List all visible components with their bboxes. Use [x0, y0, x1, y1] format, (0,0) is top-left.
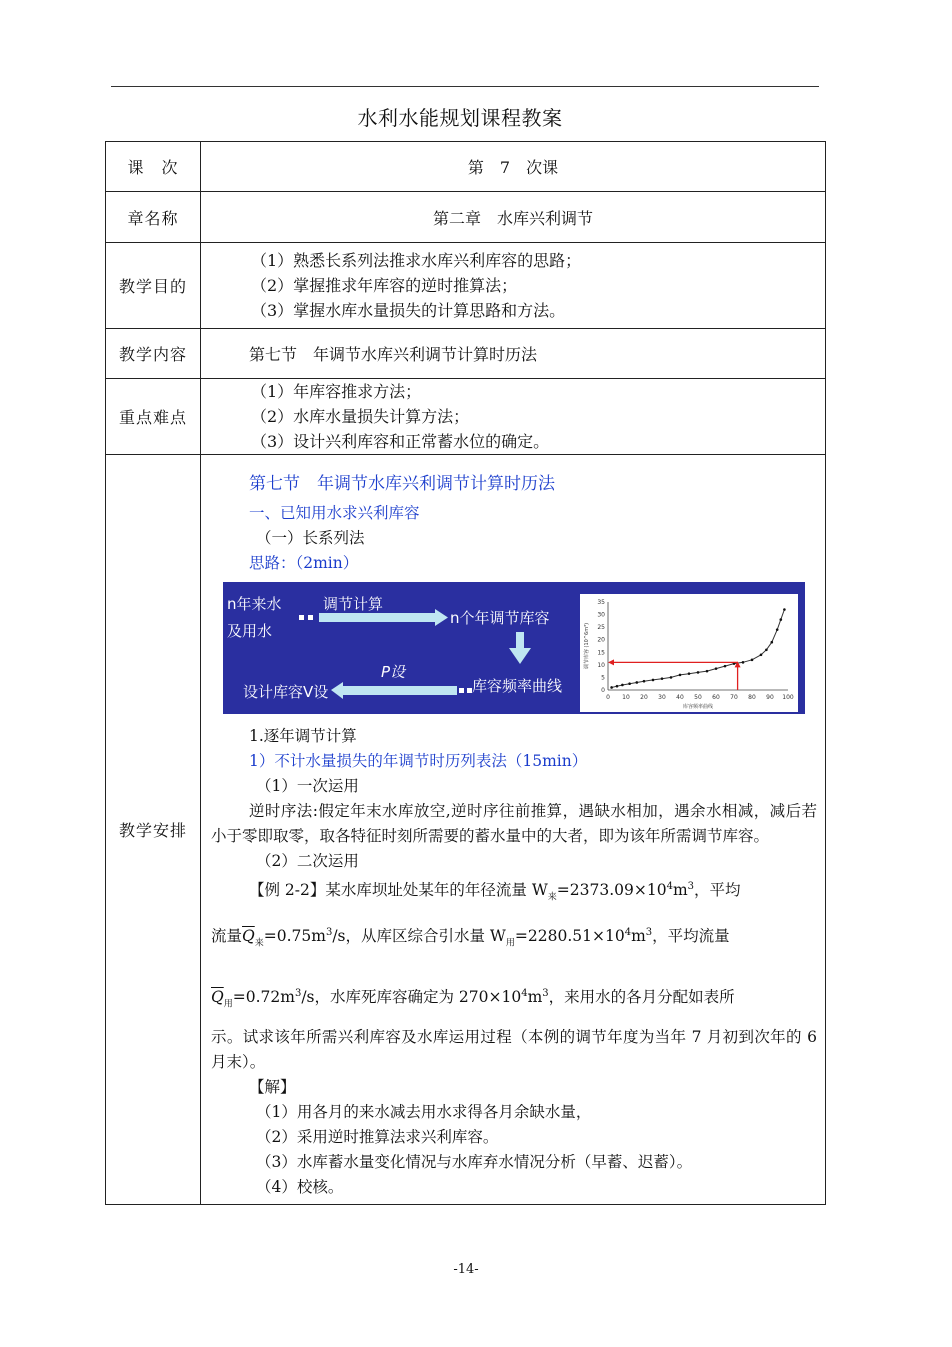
data-point [776, 628, 779, 631]
idea-label: 思路：（2min） [249, 554, 359, 573]
x-tick-label: 30 [658, 694, 666, 702]
label-key-points: 重点难点 [106, 379, 201, 455]
data-point [742, 661, 745, 664]
arrow-down-icon [509, 632, 531, 664]
solution-step: （2）采用逆时推算法求兴利库容。 [256, 1127, 499, 1146]
step-1: 1.逐年调节计算 [249, 727, 357, 746]
data-point [765, 649, 768, 652]
use-label: 及用水 [227, 622, 273, 641]
data-point [652, 679, 655, 682]
label-goals: 教学目的 [106, 243, 201, 329]
key-point-item: （3）设计兴利库容和正常蓄水位的确定。 [251, 432, 550, 451]
arrow-left-icon [608, 659, 614, 665]
y-axis-label: 调节库容 (10^6m³) [584, 623, 590, 670]
x-tick-label: 60 [712, 694, 720, 702]
data-point [706, 670, 709, 673]
key-point-item: （1）年库容推求方法； [251, 382, 422, 401]
data-point [621, 684, 624, 687]
heading-2: （一）长系列法 [256, 529, 365, 548]
data-point [697, 671, 700, 674]
p-design-label: P设 [381, 663, 406, 682]
data-point [670, 676, 673, 679]
y-tick-label: 0 [601, 687, 605, 695]
x-tick-label: 10 [622, 694, 630, 702]
example-line-2: 流量$\overline{Q}_来=0.75m^3/s$，从库区综合引水量 $W_用=2280.51\times 10^4m^3$，平均流量 [211, 927, 730, 949]
x-tick-label: 0 [606, 694, 610, 702]
dot-icon [459, 688, 464, 693]
frequency-chart-svg [580, 594, 798, 712]
x-tick-label: 80 [748, 694, 756, 702]
y-tick-label: 25 [597, 624, 605, 632]
data-point [628, 683, 631, 686]
teaching-content: 第七节 年调节水库兴利调节计算时历法 [201, 329, 826, 379]
data-point [688, 672, 691, 675]
goals-list [201, 243, 826, 329]
goal-item: （1）熟悉长系列法推求水库兴利库容的思路； [251, 251, 582, 270]
key-points-list [201, 379, 826, 455]
y-tick-label: 30 [597, 611, 605, 619]
chapter-name: 第二章 水库兴利调节 [201, 192, 826, 243]
data-point [679, 674, 682, 677]
page-number: -14- [453, 1262, 479, 1277]
freq-curve-label: 库容频率曲线 [472, 677, 563, 696]
example-line-4: 示。试求该年所需兴利库容及水库运用过程（本例的调节年度为当年 7 月初到次年的 6 月末）。 [211, 1027, 817, 1071]
x-axis-label: 库容频率曲线 [682, 704, 714, 711]
example-line-1: 【例 2-2】某水库坝址处某年的年径流量 $W_来=2373.09\times 10^4m^3$，平均 [249, 881, 741, 903]
solution-step: （3）水库蓄水量变化情况与水库弃水情况分析（早蓄、迟蓄）。 [256, 1152, 693, 1171]
example-line-3: $\overline{Q}_用=0.72m^3/s$，水库死库容确定为 $270\times 10^4m^3$，来用水的各月分配如表所 [211, 987, 735, 1009]
data-point [724, 665, 727, 668]
dot-icon [467, 688, 472, 693]
x-tick-label: 50 [694, 694, 702, 702]
frequency-curve [612, 610, 785, 688]
label-lesson: 课 次 [106, 142, 201, 192]
dot-icon [299, 615, 304, 620]
y-tick-label: 35 [597, 599, 605, 607]
document-title: 水利水能规划课程教案 [357, 106, 563, 130]
lesson-plan-table [105, 141, 826, 1205]
label-content: 教学内容 [106, 329, 201, 379]
goal-item: （2）掌握推求年库容的逆时推算法； [251, 276, 518, 295]
double-operation: （2）二次运用 [256, 852, 359, 871]
step-1-method: 1）不计水量损失的年调节时历列表法（15min） [249, 752, 588, 771]
section-title: 第七节 年调节水库兴利调节计算时历法 [249, 474, 555, 495]
goal-item: （3）掌握水库水量损失的计算思路和方法。 [251, 301, 566, 320]
key-point-item: （2）水库水量损失计算方法； [251, 407, 470, 426]
lesson-number: 第 7 次课 [201, 142, 826, 192]
data-point [783, 608, 786, 611]
design-storage-label: 设计库容V设 [243, 683, 329, 702]
data-point [751, 659, 754, 662]
single-operation: （1）一次运用 [256, 777, 359, 796]
label-arrangement: 教学安排 [106, 455, 201, 1205]
y-tick-label: 5 [601, 674, 605, 682]
data-point [760, 654, 763, 657]
data-point [610, 686, 613, 689]
arrow-right-icon [319, 609, 448, 626]
data-point [771, 641, 774, 644]
x-tick-label: 40 [676, 694, 684, 702]
y-tick-label: 20 [597, 636, 605, 644]
x-tick-label: 100 [782, 694, 794, 702]
x-tick-label: 90 [766, 694, 774, 702]
flow-arrows [223, 582, 580, 714]
solution-label: 【解】 [249, 1077, 296, 1096]
x-tick-label: 70 [730, 694, 738, 702]
data-point [780, 618, 783, 621]
arrangement-cell [201, 455, 826, 1205]
n-storage-label: n个年调节库容 [450, 609, 550, 628]
n-years-label-text: n年来水 [227, 595, 282, 614]
arrow-left-icon [331, 682, 457, 699]
data-point [616, 685, 619, 688]
y-tick-label: 15 [597, 649, 605, 657]
data-point [715, 667, 718, 670]
frequency-chart [580, 594, 798, 712]
data-point [636, 681, 639, 684]
solution-step: （4）校核。 [256, 1177, 344, 1196]
flow-diagram [223, 582, 805, 714]
adjust-label: 调节计算 [323, 595, 384, 614]
data-point [643, 680, 646, 683]
reverse-method-paragraph: 逆时序法:假定年末水库放空,逆时序往前推算，遇缺水相加，遇余水相减，减后若小于零即取零，取各特征时刻所需要的蓄水量中的大者，即为该年所需调节库容。 [211, 802, 817, 846]
label-chapter: 章名称 [106, 192, 201, 243]
x-tick-label: 20 [640, 694, 648, 702]
heading-1: 一、已知用水求兴利库容 [249, 504, 420, 523]
y-tick-label: 10 [597, 661, 605, 669]
solution-step: （1）用各月的来水减去用水求得各月余缺水量， [256, 1102, 592, 1121]
header-rule [111, 86, 819, 87]
data-point [661, 678, 664, 681]
dot-icon [308, 615, 313, 620]
